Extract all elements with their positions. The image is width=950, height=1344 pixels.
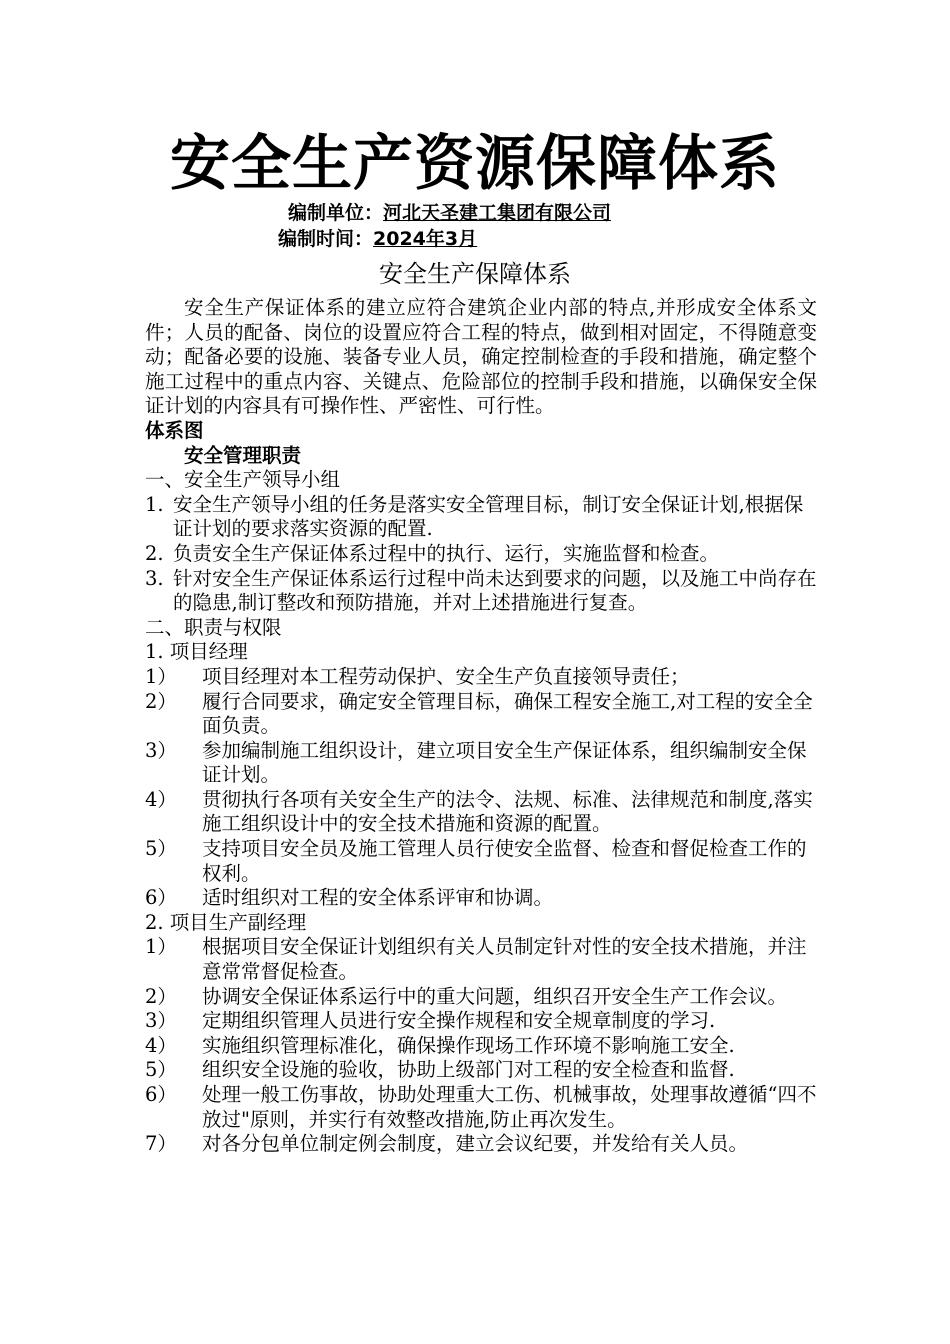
list-item-number: 3）: [145, 738, 177, 762]
compiling-time-value: 2024年3月: [373, 228, 478, 250]
part1-heading: 一、安全生产领导小组: [145, 468, 341, 492]
list-item: [145, 1083, 817, 1132]
compiling-unit-label: 编制单位：: [288, 202, 384, 224]
list-item-text: 贯彻执行各项有关安全生产的法令、法规、标准、法律规范和制度,落实施工组织设计中的安全技术措施和资源的配置。: [202, 787, 813, 836]
compiling-time: [278, 226, 477, 252]
list-item-text: 安全生产领导小组的任务是落实安全管理目标，制订安全保证计划,根据保证计划的要求落实资源的配置.: [173, 492, 804, 541]
list-item-text: 实施组织管理标准化，确保操作现场工作环境不影响施工安全.: [202, 1033, 735, 1057]
list-item: [145, 493, 817, 542]
list-item-number: 6）: [145, 886, 177, 910]
intro-paragraph: 安全生产保证体系的建立应符合建筑企业内部的特点,并形成安全体系文件；人员的配备、岗位的设置应符合工程的特点，做到相对固定，不得随意变动；配备必要的设施、装备专业人员，确定控制检查的手段和措施，确定整个施工过程中的重点内容、关键点、危险部位的控制手段和措施，以确保安全保证计划的内容具有可操作性、严密性、可行性。: [145, 296, 817, 418]
list-item-text: 支持项目安全员及施工管理人员行使安全监督、检查和督促检查工作的权利。: [202, 837, 807, 885]
list-item-number: 4）: [145, 1033, 177, 1057]
list-item: [145, 1132, 817, 1157]
list-item: [145, 1009, 817, 1034]
diagram-label: 体系图: [145, 418, 204, 442]
list-item: [145, 985, 817, 1010]
compiling-unit-value: 河北天圣建工集团有限公司: [383, 202, 612, 224]
list-item: [145, 739, 817, 788]
list-item: [145, 1058, 817, 1083]
list-item-number: 5）: [145, 837, 177, 861]
list-item: [145, 837, 817, 886]
compiling-unit: [288, 200, 611, 226]
list-item: [145, 542, 817, 567]
list-item-number: 3.: [145, 566, 164, 590]
list-item: [145, 690, 817, 739]
section-title: 安全生产保障体系: [379, 260, 571, 288]
list-item: [145, 886, 817, 911]
list-item-text: 组织安全设施的验收，协助上级部门对工程的安全检查和监督.: [202, 1058, 735, 1082]
list-item-text: 对各分包单位制定例会制度，建立会议纪要，并发给有关人员。: [202, 1132, 749, 1156]
list-item-text: 协调安全保证体系运行中的重大问题，组织召开安全生产工作会议。: [202, 984, 788, 1008]
list-item-number: 2）: [145, 689, 177, 713]
main-title: 安全生产资源保障体系: [170, 129, 780, 199]
list-item-number: 1）: [145, 664, 177, 688]
list-item-number: 1）: [145, 935, 177, 959]
list-item: [145, 665, 817, 690]
list-item-text: 根据项目安全保证计划组织有关人员制定针对性的安全技术措施，并注意常常督促检查。: [202, 935, 807, 984]
list-item: [145, 788, 817, 837]
list-item-text: 适时组织对工程的安全体系评审和协调。: [202, 886, 554, 910]
duties-heading: 安全管理职责: [184, 443, 302, 467]
list-item-text: 定期组织管理人员进行安全操作规程和安全规章制度的学习.: [202, 1009, 716, 1033]
list-item-number: 3）: [145, 1009, 177, 1033]
list-item: [145, 935, 817, 984]
list-item-text: 项目经理对本工程劳动保护、安全生产负直接领导责任；: [202, 664, 690, 688]
list-item-text: 处理一般工伤事故，协助处理重大工伤、机械事故，处理事故遵循“四不放过"原则，并实行有效整改措施,防止再次发生。: [202, 1083, 817, 1131]
deputy-manager-heading: 2. 项目生产副经理: [145, 910, 307, 934]
list-item-number: 2.: [145, 541, 164, 565]
project-manager-heading: 1. 项目经理: [145, 640, 248, 664]
list-item-text: 参加编制施工组织设计，建立项目安全生产保证体系，组织编制安全保证计划。: [202, 738, 807, 787]
list-item-text: 负责安全生产保证体系过程中的执行、运行，实施监督和检查。: [173, 541, 720, 565]
list-item-number: 6）: [145, 1083, 177, 1106]
list-item-number: 4）: [145, 787, 177, 811]
document-body: [145, 296, 817, 1157]
list-item-text: 履行合同要求，确定安全管理目标，确保工程安全施工,对工程的安全全面负责。: [202, 689, 813, 738]
list-item-text: 针对安全生产保证体系运行过程中尚未达到要求的问题，以及施工中尚存在的隐患,制订整改和预防措施，并对上述措施进行复查。: [173, 566, 817, 615]
list-item-number: 2）: [145, 984, 177, 1008]
list-item: [145, 1034, 817, 1059]
list-item: [145, 567, 817, 616]
part2-heading: 二、职责与权限: [145, 615, 282, 639]
list-item-number: 1.: [145, 492, 164, 516]
list-item-number: 5）: [145, 1058, 177, 1082]
list-item-number: 7）: [145, 1132, 177, 1156]
compiling-time-label: 编制时间：: [278, 228, 374, 250]
